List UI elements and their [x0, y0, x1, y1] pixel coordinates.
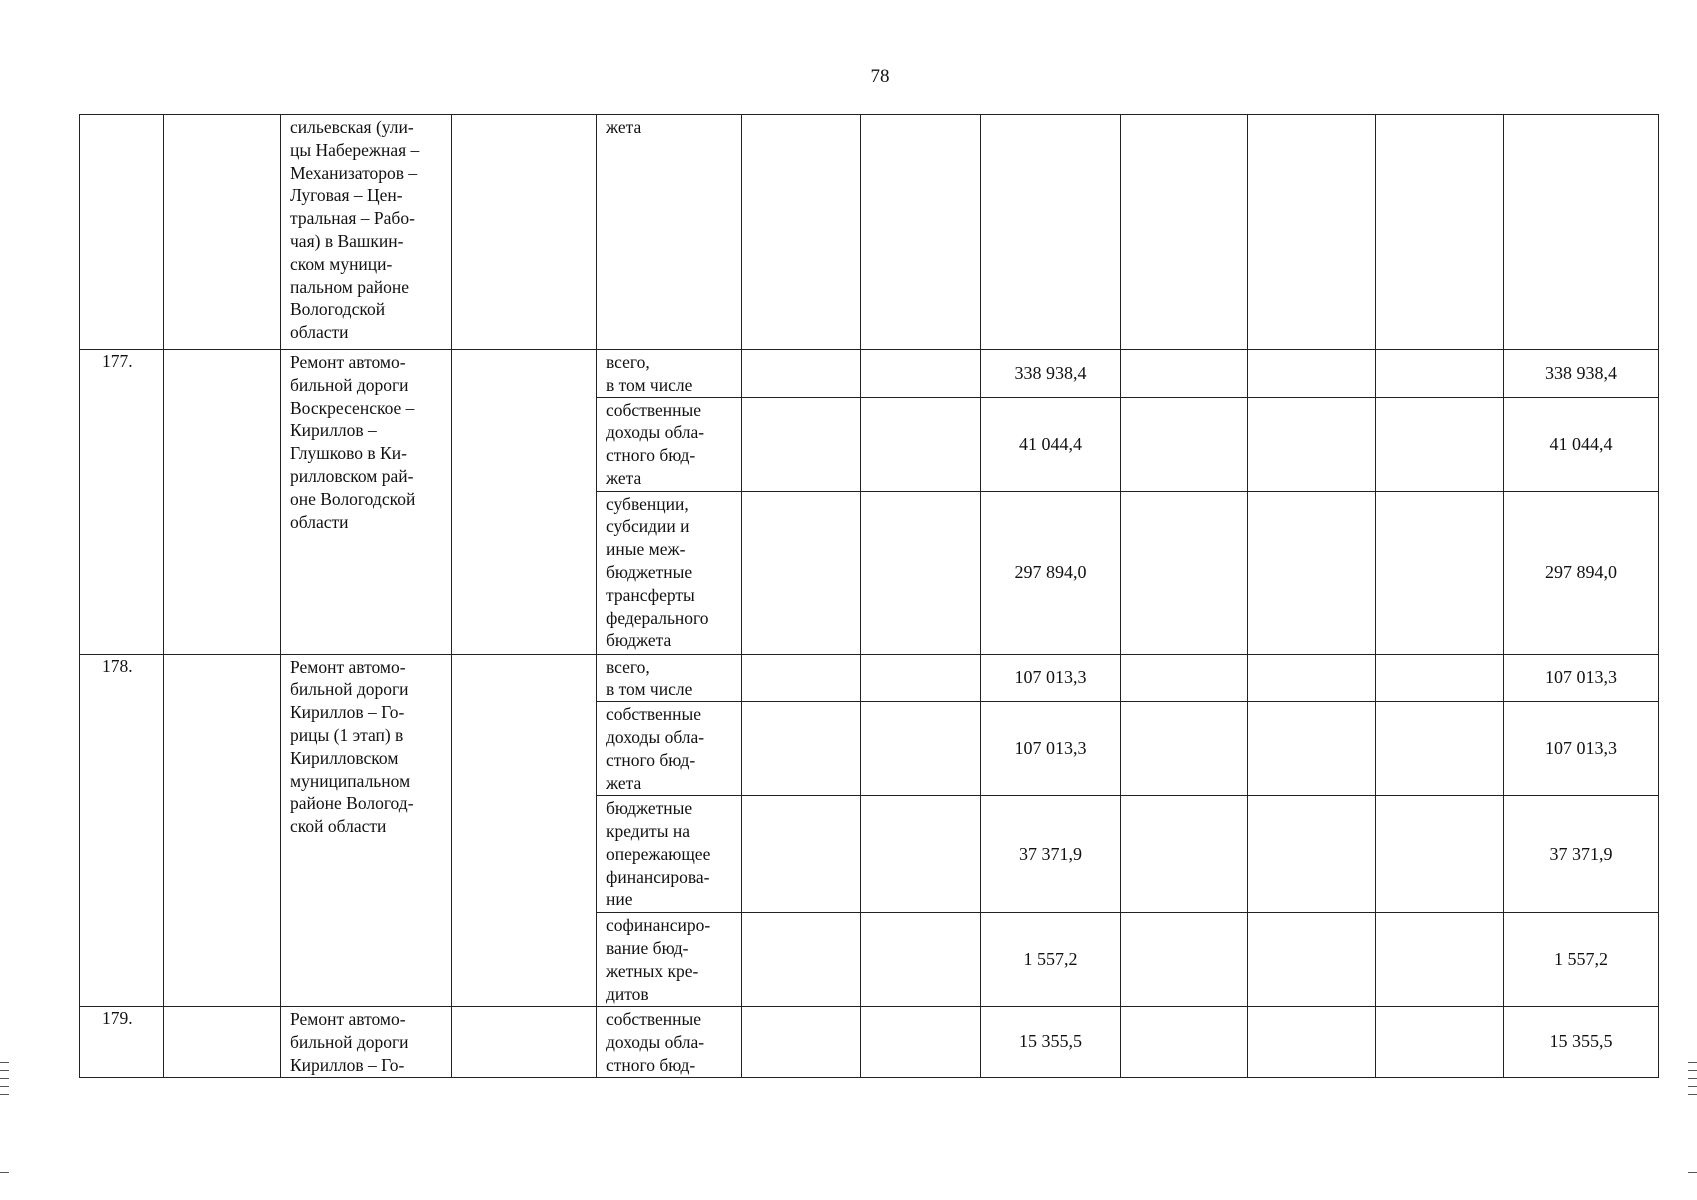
funding-source-cell: субвенции, субсидии и иные меж- бюджетные трансферты федерального бюджета	[606, 493, 709, 651]
funding-source-cell: собственные доходы обла- стного бюд-	[606, 1009, 705, 1075]
funding-source-cell: софинансиро- вание бюд- жетных кре- дитов	[606, 915, 711, 1004]
object-name-cell: Ремонт автомо- бильной дороги Кириллов – Го- рицы (1 этап) в Кирилловском муниципальном районе Вологод- ской области	[290, 656, 414, 837]
row-number: 178.	[102, 655, 133, 676]
funding-source-cell: жета	[606, 117, 642, 137]
budget-table	[79, 114, 1659, 1078]
row-number: 179.	[102, 1008, 133, 1029]
page-number: 78	[870, 66, 890, 87]
amount-cell: 297 894,0	[1014, 562, 1087, 583]
amount-cell: 1 557,2	[1023, 949, 1078, 970]
funding-source-cell: бюджетные кредиты на опережающее финансирова- ние	[606, 798, 711, 910]
amount-cell: 107 013,3	[1014, 667, 1087, 688]
funding-source-cell: собственные доходы обла- стного бюд- жета	[606, 399, 705, 488]
table-row-continuation	[80, 115, 1659, 350]
total-cell: 37 371,9	[1549, 843, 1613, 864]
total-cell: 1 557,2	[1554, 949, 1608, 970]
table-row	[80, 350, 1659, 398]
total-cell: 338 938,4	[1545, 362, 1617, 383]
total-cell: 15 355,5	[1549, 1031, 1613, 1052]
amount-cell: 15 355,5	[1019, 1031, 1082, 1052]
object-name-cell: Ремонт автомо- бильной дороги Воскресенское – Кириллов – Глушково в Ки- рилловском рай- оне Вологодской области	[290, 352, 416, 532]
total-cell: 107 013,3	[1545, 667, 1617, 688]
object-name-cell: сильевская (ули- цы Набережная – Механизаторов – Луговая – Цен- тральная – Рабо- чая) в Вашкин- ском муници- пальном районе Вологодской области	[290, 117, 420, 343]
funding-source-cell: собственные доходы обла- стного бюд- жета	[606, 704, 705, 793]
table-row	[80, 654, 1659, 702]
amount-cell: 41 044,4	[1019, 433, 1082, 454]
total-cell: 41 044,4	[1549, 433, 1613, 454]
amount-cell: 37 371,9	[1019, 843, 1082, 864]
amount-cell: 338 938,4	[1014, 362, 1087, 383]
amount-cell: 107 013,3	[1014, 738, 1087, 759]
object-name-cell: Ремонт автомо- бильной дороги Кириллов – Го-	[290, 1009, 409, 1075]
total-cell: 297 894,0	[1545, 562, 1617, 583]
table-row	[80, 1007, 1659, 1077]
total-cell: 107 013,3	[1545, 738, 1617, 759]
funding-source-cell: всего, в том числе	[606, 352, 693, 395]
row-number: 177.	[102, 351, 133, 371]
funding-source-cell: всего, в том числе	[606, 656, 693, 700]
